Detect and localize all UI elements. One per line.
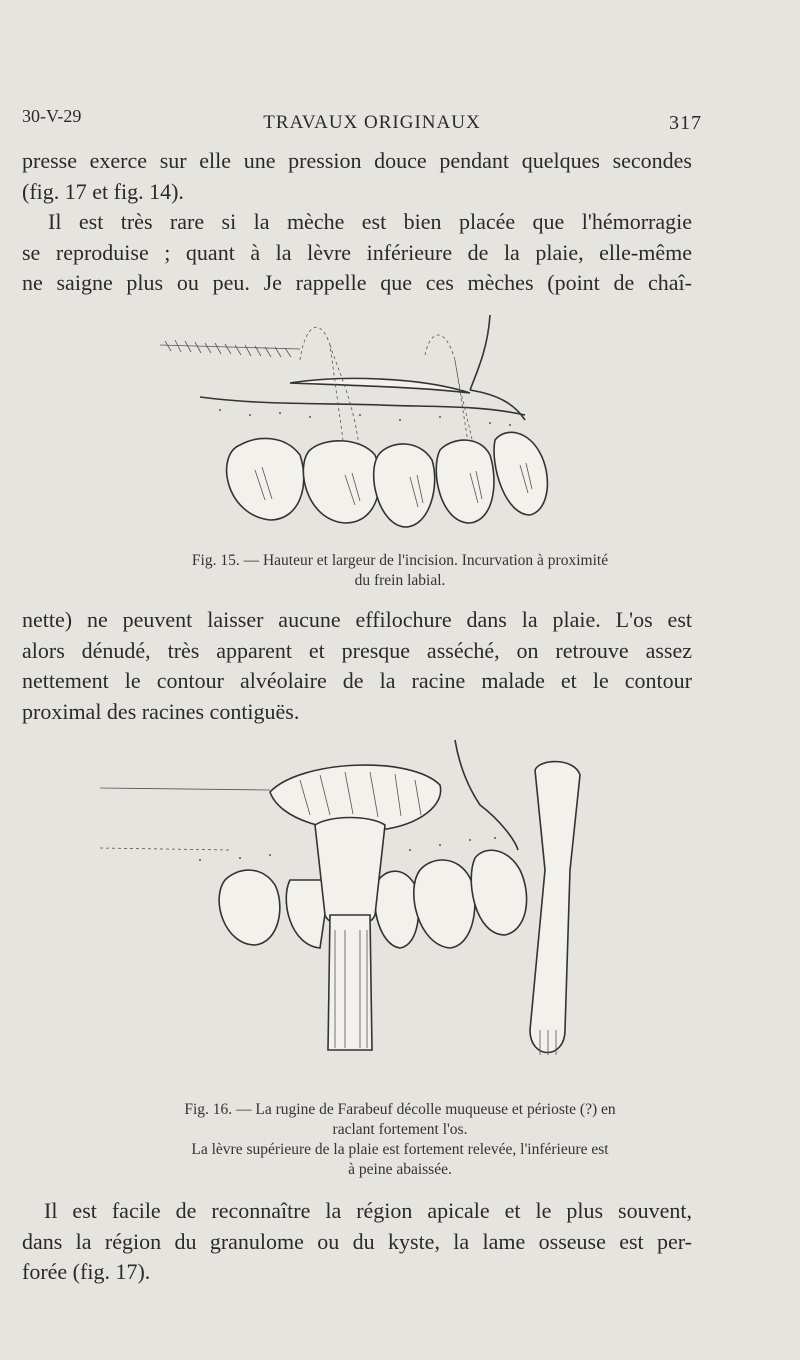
figure-15-caption (0, 551, 800, 591)
caption-line: La lèvre supérieure de la plaie est fortement relevée, l'inférieure est (191, 1141, 609, 1158)
figure-16-caption (0, 1100, 800, 1180)
incision (290, 378, 470, 393)
dotted-lip-line (100, 848, 230, 850)
page-number: 317 (669, 112, 702, 134)
text-line: presse exerce sur elle une pression douce pendant quelques secondes (22, 148, 692, 173)
text-line: forée (fig. 17). (22, 1259, 151, 1284)
text-line: se reproduise ; quant à la lèvre inférieure de la plaie, elle-même (22, 239, 692, 265)
text-line: Il est très rare si la mèche est bien placée que l'hémorragie (48, 209, 692, 234)
text-line: (fig. 17 et fig. 14). (22, 178, 184, 204)
text-line: dans la région du granulome ou du kyste, la lame osseuse est per- (22, 1228, 692, 1254)
lip-edge (100, 788, 270, 790)
text-line: ne saigne plus ou peu. Je rappelle que ces mèches (point de chaî- (22, 270, 692, 295)
raspatory-profile (530, 762, 580, 1053)
caption-line: Fig. 16. — La rugine de Farabeuf décolle muqueuse et périoste (?) en (184, 1101, 616, 1118)
text-line: alors dénudé, très apparent et presque asséché, on retrouve assez (22, 637, 692, 663)
raspatory-head (315, 818, 385, 927)
paragraph-3 (22, 1196, 692, 1288)
header-date: 30-V-29 (22, 106, 82, 126)
lip-profile (470, 315, 525, 420)
caption-line: à peine abaissée. (348, 1161, 452, 1178)
bone-stipple (219, 409, 511, 426)
text-line: nettement le contour alvéolaire de la racine malade et le contour (22, 668, 692, 693)
caption-line: Fig. 15. — Hauteur et largeur de l'incision. Incurvation à proximité (191, 552, 609, 569)
paragraph-1 (22, 146, 692, 299)
lip-edge (160, 345, 300, 349)
text-line: Il est facile de reconnaître la région apicale et le plus souvent, (44, 1198, 692, 1223)
caption-line: raclant fortement l'os. (332, 1121, 468, 1138)
caption-line: du frein labial. (354, 572, 446, 589)
gum-line (200, 397, 525, 415)
text-line: nette) ne peuvent laisser aucune effilochure dans la plaie. L'os est (22, 607, 692, 632)
paragraph-2 (22, 605, 692, 727)
figure-15-illustration (0, 305, 800, 535)
figure-16-illustration (0, 730, 800, 1080)
lip-profile (455, 740, 518, 850)
text-line: proximal des racines contiguës. (22, 698, 300, 724)
running-header (22, 106, 700, 136)
header-title: TRAVAUX ORIGINAUX (263, 112, 481, 133)
teeth (227, 432, 548, 527)
